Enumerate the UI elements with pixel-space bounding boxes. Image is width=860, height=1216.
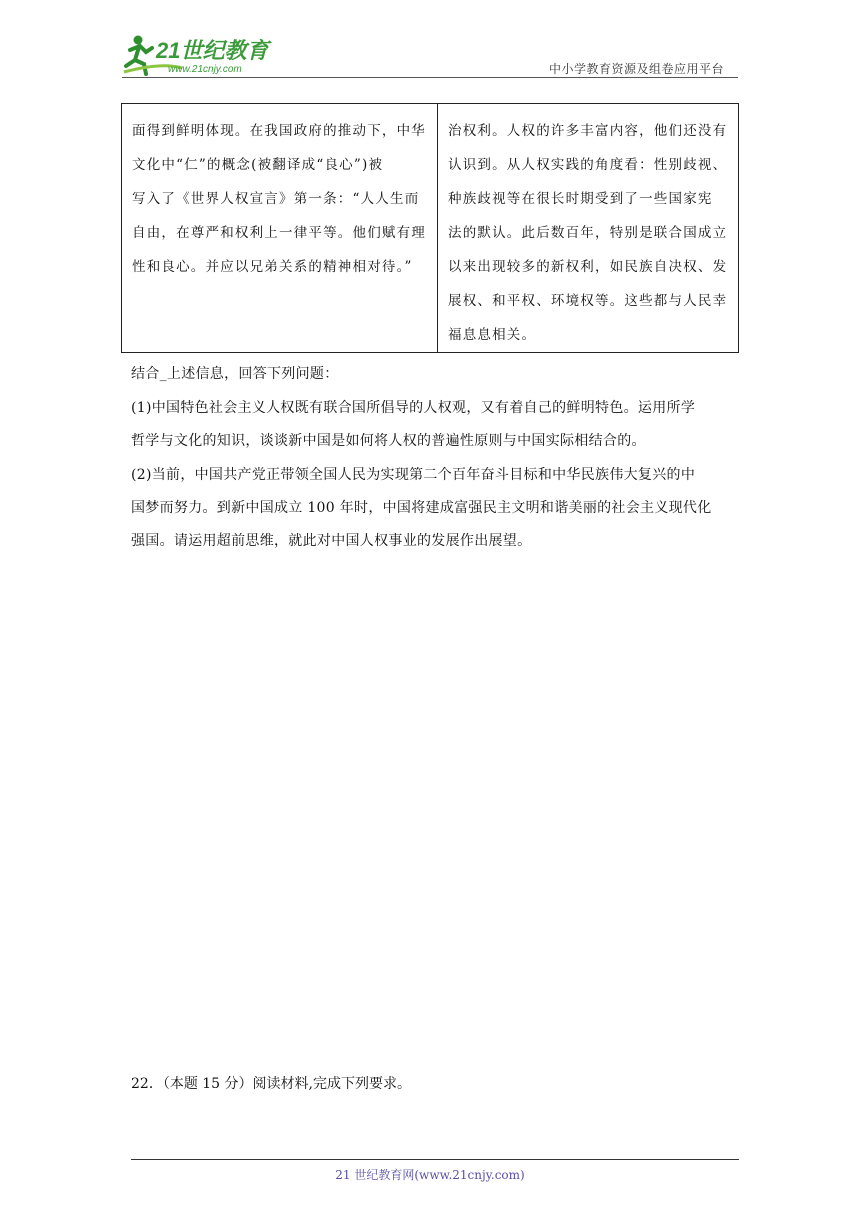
material-left-line: 文化中“仁”的概念(被翻译成“良心”)被	[132, 157, 384, 173]
material-right-line: 认识到。从人权实践的角度看：性别歧视、	[448, 157, 728, 173]
site-logo[interactable]	[122, 32, 292, 78]
question-prompt: 结合_上述信息，回答下列问题：	[131, 366, 339, 382]
svg-text:21世纪教育: 21世纪教育	[156, 38, 269, 63]
header-divider	[122, 77, 738, 78]
question-1-line: (1)中国特色社会主义人权既有联合国所倡导的人权观，又有着自己的鲜明特色。运用所学	[131, 400, 696, 416]
material-left-line: 性和良心。并应以兄弟关系的精神相对待。”	[132, 259, 413, 275]
material-right-line: 福息息相关。	[448, 327, 537, 343]
page-header	[122, 30, 738, 80]
svg-text:www.21cnjy.com: www.21cnjy.com	[168, 64, 242, 75]
question-2-line: 强国。请运用超前思维，就此对中国人权事业的发展作出展望。	[131, 533, 532, 549]
material-right-line: 法的默认。此后数百年，特别是联合国成立	[448, 225, 728, 241]
material-table	[121, 103, 739, 353]
material-right-line: 种族歧视等在很长时期受到了一些国家宪	[448, 191, 713, 207]
footer-divider	[131, 1159, 739, 1160]
material-right-cell	[438, 104, 738, 352]
question-2-line: (2)当前，中国共产党正带领全国人民为实现第二个百年奋斗目标和中华民族伟大复兴的中	[131, 467, 696, 483]
question-2-line: 国梦而努力。到新中国成立 100 年时，中国将建成富强民主文明和谐美丽的社会主义现代化	[131, 500, 712, 516]
material-left-line: 面得到鲜明体现。在我国政府的推动下，中华	[132, 123, 426, 139]
question-1-line: 哲学与文化的知识，谈谈新中国是如何将人权的普遍性原则与中国实际相结合的。	[131, 433, 646, 449]
footer-link[interactable]: 21 世纪教育网(www.21cnjy.com)	[335, 1168, 525, 1182]
material-left-line: 自由，在尊严和权利上一律平等。他们赋有理	[132, 225, 426, 241]
question-22-heading: 22．（本题 15 分）阅读材料,完成下列要求。	[131, 1076, 411, 1092]
material-right-line: 治权利。人权的许多丰富内容，他们还没有	[448, 123, 728, 139]
material-left-line: 写入了《世界人权宣言》第一条：“人人生而	[132, 191, 420, 207]
material-left-cell	[122, 104, 438, 352]
runner-logo-icon	[122, 32, 292, 78]
material-right-line: 以来出现较多的新权利，如民族自决权、发	[448, 259, 728, 275]
platform-title: 中小学教育资源及组卷应用平台	[548, 62, 724, 76]
material-right-line: 展权、和平权、环境权等。这些都与人民幸	[448, 293, 728, 309]
